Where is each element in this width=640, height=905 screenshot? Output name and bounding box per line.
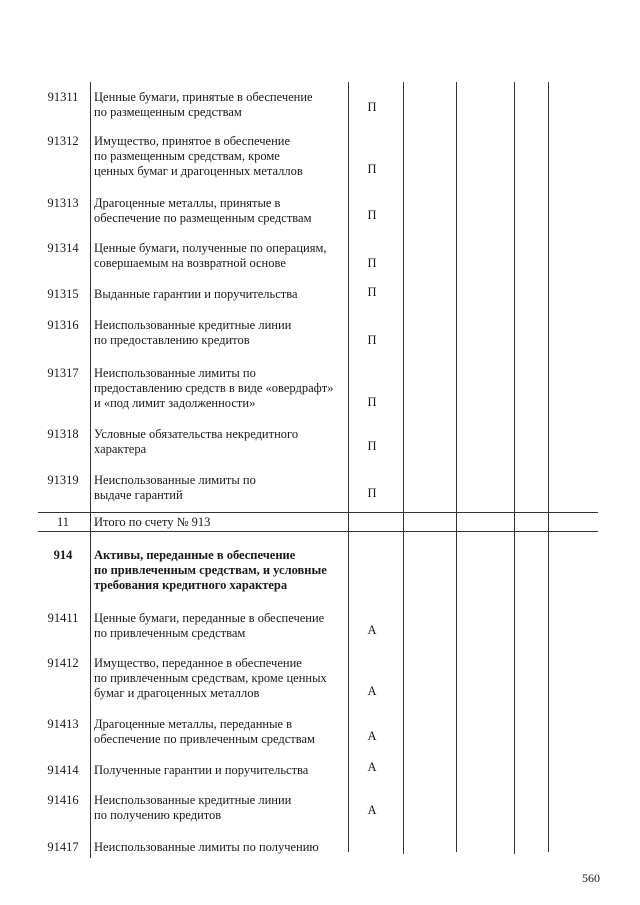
account-description: Условные обязательства некредитного характера	[94, 427, 299, 456]
account-description: Неиспользованные лимиты по получению	[94, 840, 319, 854]
account-type: П	[367, 395, 377, 409]
account-description: Ценные бумаги, принятые в обеспечение по размещенным средствам	[94, 90, 313, 119]
account-type: П	[367, 285, 377, 299]
account-code: 91313	[47, 196, 79, 210]
account-description: Неиспользованные кредитные линии по предоставлению кредитов	[94, 318, 292, 347]
column-rule	[514, 82, 515, 854]
account-type: П	[367, 256, 377, 270]
account-code: 91416	[47, 793, 79, 807]
section-title: Активы, переданные в обеспечение по привлеченным средствам, и условные требования кредитного характера	[94, 548, 327, 592]
account-description: Выданные гарантии и поручительства	[94, 287, 298, 301]
row-rule	[38, 531, 598, 532]
account-type: П	[367, 333, 377, 347]
account-description: Полученные гарантии и поручительства	[94, 763, 309, 777]
account-code: 91311	[47, 90, 79, 104]
account-description: Неиспользованные лимиты по предоставлению средств в виде «овердрафт» и «под лимит задолженности»	[94, 366, 334, 410]
section-code: 914	[53, 548, 73, 562]
account-code: 11	[56, 515, 70, 529]
account-code: 91315	[47, 287, 79, 301]
account-code: 91412	[47, 656, 79, 670]
account-type: П	[367, 208, 377, 222]
account-description: Ценные бумаги, переданные в обеспечение по привлеченным средствам	[94, 611, 325, 640]
column-rule	[90, 82, 91, 858]
account-type: П	[367, 486, 377, 500]
row-rule	[38, 512, 598, 513]
account-description: Неиспользованные лимиты по выдаче гарантий	[94, 473, 256, 502]
account-code: 91417	[47, 840, 79, 854]
account-type: А	[367, 760, 377, 774]
account-description: Итого по счету № 913	[94, 515, 211, 529]
account-description: Ценные бумаги, полученные по операциям, совершаемым на возвратной основе	[94, 241, 327, 270]
account-description: Имущество, переданное в обеспечение по привлеченным средствам, кроме ценных бумаг и драгоценных металлов	[94, 656, 327, 700]
account-type: А	[367, 684, 377, 698]
account-type: П	[367, 162, 377, 176]
page-number: 560	[582, 871, 600, 885]
column-rule	[456, 82, 457, 852]
column-rule	[548, 82, 549, 852]
column-rule	[348, 82, 349, 852]
account-code: 91312	[47, 134, 79, 148]
account-code: 91314	[47, 241, 79, 255]
account-description: Драгоценные металлы, переданные в обеспечение по привлеченным средствам	[94, 717, 315, 746]
account-description: Неиспользованные кредитные линии по получению кредитов	[94, 793, 292, 822]
account-type: А	[367, 803, 377, 817]
account-type: А	[367, 729, 377, 743]
account-code: 91317	[47, 366, 79, 380]
account-code: 91411	[47, 611, 79, 625]
account-code: 91413	[47, 717, 79, 731]
account-description: Имущество, принятое в обеспечение по размещенным средствам, кроме ценных бумаг и драгоценных металлов	[94, 134, 303, 178]
account-type: П	[367, 100, 377, 114]
account-type: А	[367, 623, 377, 637]
account-code: 91319	[47, 473, 79, 487]
column-rule	[403, 82, 404, 854]
account-type: П	[367, 439, 377, 453]
account-code: 91414	[47, 763, 79, 777]
account-description: Драгоценные металлы, принятые в обеспечение по размещенным средствам	[94, 196, 312, 225]
account-code: 91316	[47, 318, 79, 332]
account-code: 91318	[47, 427, 79, 441]
